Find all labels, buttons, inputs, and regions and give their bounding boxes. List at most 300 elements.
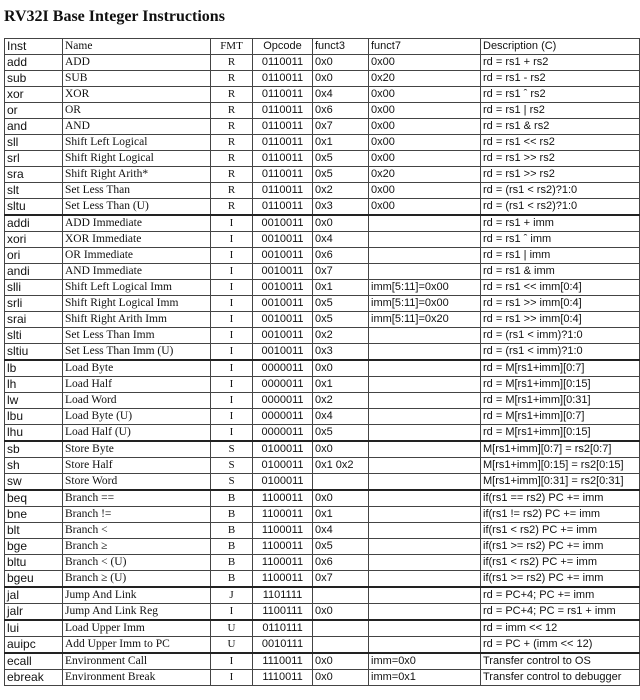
header-funct3: funct3 (313, 39, 369, 55)
cell-funct3: 0x6 (313, 103, 369, 119)
cell-funct3: 0x1 (313, 507, 369, 523)
cell-inst: andi (5, 264, 63, 280)
cell-opcode: 0110011 (253, 199, 313, 216)
cell-fmt: R (211, 71, 253, 87)
cell-description: rd = rs1 - rs2 (481, 71, 640, 87)
table-row (5, 344, 640, 361)
cell-description: rd = imm << 12 (481, 620, 640, 637)
table-row (5, 604, 640, 621)
cell-funct3: 0x2 (313, 328, 369, 344)
cell-opcode: 0010011 (253, 248, 313, 264)
cell-inst: beq (5, 490, 63, 507)
cell-funct3: 0x1 0x2 (313, 458, 369, 474)
cell-funct7 (369, 571, 481, 588)
cell-funct3: 0x5 (313, 425, 369, 442)
cell-name: Shift Right Logical Imm (63, 296, 211, 312)
cell-inst: blt (5, 523, 63, 539)
cell-opcode: 0010011 (253, 264, 313, 280)
header-name: Name (63, 39, 211, 55)
cell-opcode: 1100011 (253, 555, 313, 571)
table-row (5, 425, 640, 442)
cell-inst: sb (5, 441, 63, 458)
cell-description: rd = rs1 << imm[0:4] (481, 280, 640, 296)
cell-name: XOR Immediate (63, 232, 211, 248)
cell-funct3: 0x0 (313, 653, 369, 670)
cell-fmt: R (211, 151, 253, 167)
cell-funct7 (369, 604, 481, 621)
cell-opcode: 0110011 (253, 71, 313, 87)
cell-opcode: 0110011 (253, 119, 313, 135)
cell-funct3 (313, 587, 369, 604)
cell-fmt: U (211, 637, 253, 654)
cell-funct3: 0x3 (313, 199, 369, 216)
cell-description: M[rs1+imm][0:15] = rs2[0:15] (481, 458, 640, 474)
cell-funct3: 0x7 (313, 571, 369, 588)
cell-fmt: I (211, 344, 253, 361)
cell-fmt: R (211, 167, 253, 183)
cell-name: Environment Call (63, 653, 211, 670)
table-row (5, 507, 640, 523)
cell-name: Set Less Than (U) (63, 199, 211, 216)
cell-description: M[rs1+imm][0:7] = rs2[0:7] (481, 441, 640, 458)
cell-funct3: 0x4 (313, 87, 369, 103)
cell-name: Branch == (63, 490, 211, 507)
cell-name: Load Upper Imm (63, 620, 211, 637)
cell-funct7: 0x20 (369, 167, 481, 183)
cell-opcode: 0000011 (253, 425, 313, 442)
cell-name: Branch != (63, 507, 211, 523)
cell-opcode: 0010011 (253, 328, 313, 344)
table-row (5, 55, 640, 71)
cell-opcode: 0110011 (253, 103, 313, 119)
cell-opcode: 0110011 (253, 183, 313, 199)
cell-name: Jump And Link (63, 587, 211, 604)
table-row (5, 377, 640, 393)
cell-name: Load Half (U) (63, 425, 211, 442)
header-description: Description (C) (481, 39, 640, 55)
cell-inst: sra (5, 167, 63, 183)
cell-inst: ori (5, 248, 63, 264)
cell-funct3: 0x0 (313, 55, 369, 71)
cell-description: rd = rs1 ˆ imm (481, 232, 640, 248)
cell-opcode: 1100011 (253, 539, 313, 555)
cell-inst: bltu (5, 555, 63, 571)
cell-funct7: 0x00 (369, 119, 481, 135)
cell-fmt: I (211, 653, 253, 670)
cell-inst: add (5, 55, 63, 71)
cell-fmt: S (211, 441, 253, 458)
cell-opcode: 0000011 (253, 360, 313, 377)
cell-opcode: 0010011 (253, 312, 313, 328)
cell-opcode: 0100011 (253, 474, 313, 491)
header-inst: Inst (5, 39, 63, 55)
cell-opcode: 0000011 (253, 377, 313, 393)
cell-name: AND Immediate (63, 264, 211, 280)
cell-funct3: 0x7 (313, 264, 369, 280)
cell-inst: srl (5, 151, 63, 167)
cell-fmt: B (211, 539, 253, 555)
table-row (5, 183, 640, 199)
cell-name: AND (63, 119, 211, 135)
table-row (5, 523, 640, 539)
cell-opcode: 0110011 (253, 87, 313, 103)
cell-funct7 (369, 409, 481, 425)
cell-name: Store Byte (63, 441, 211, 458)
table-row (5, 653, 640, 670)
cell-opcode: 0100011 (253, 441, 313, 458)
cell-funct7 (369, 248, 481, 264)
cell-description: if(rs1 < rs2) PC += imm (481, 555, 640, 571)
cell-inst: and (5, 119, 63, 135)
cell-fmt: B (211, 490, 253, 507)
cell-funct7 (369, 328, 481, 344)
cell-inst: lui (5, 620, 63, 637)
cell-fmt: I (211, 296, 253, 312)
cell-description: rd = rs1 >> imm[0:4] (481, 312, 640, 328)
cell-fmt: I (211, 393, 253, 409)
cell-fmt: B (211, 523, 253, 539)
cell-fmt: I (211, 425, 253, 442)
cell-funct7: 0x00 (369, 183, 481, 199)
table-row (5, 312, 640, 328)
cell-funct7 (369, 474, 481, 491)
table-row (5, 539, 640, 555)
cell-fmt: R (211, 199, 253, 216)
cell-inst: lb (5, 360, 63, 377)
cell-funct7 (369, 264, 481, 280)
cell-opcode: 0010011 (253, 215, 313, 232)
cell-description: rd = (rs1 < rs2)?1:0 (481, 199, 640, 216)
table-row (5, 215, 640, 232)
cell-opcode: 0010011 (253, 296, 313, 312)
cell-fmt: R (211, 55, 253, 71)
cell-description: rd = PC + (imm << 12) (481, 637, 640, 654)
cell-fmt: I (211, 264, 253, 280)
cell-opcode: 1100011 (253, 571, 313, 588)
cell-inst: bne (5, 507, 63, 523)
cell-name: Branch ≥ (U) (63, 571, 211, 588)
cell-funct3: 0x0 (313, 670, 369, 686)
cell-name: Load Word (63, 393, 211, 409)
cell-name: ADD (63, 55, 211, 71)
cell-name: XOR (63, 87, 211, 103)
cell-opcode: 0110011 (253, 167, 313, 183)
cell-description: rd = rs1 + imm (481, 215, 640, 232)
cell-description: rd = M[rs1+imm][0:7] (481, 409, 640, 425)
cell-description: if(rs1 < rs2) PC += imm (481, 523, 640, 539)
cell-description: rd = rs1 & rs2 (481, 119, 640, 135)
cell-funct3: 0x0 (313, 490, 369, 507)
cell-name: OR (63, 103, 211, 119)
cell-name: Jump And Link Reg (63, 604, 211, 621)
cell-description: if(rs1 >= rs2) PC += imm (481, 571, 640, 588)
cell-fmt: J (211, 587, 253, 604)
cell-name: Branch < (63, 523, 211, 539)
table-row (5, 167, 640, 183)
cell-description: rd = rs1 >> imm[0:4] (481, 296, 640, 312)
cell-fmt: I (211, 312, 253, 328)
cell-fmt: I (211, 670, 253, 686)
cell-inst: bge (5, 539, 63, 555)
cell-inst: lh (5, 377, 63, 393)
cell-funct7: 0x00 (369, 103, 481, 119)
table-row (5, 409, 640, 425)
cell-name: OR Immediate (63, 248, 211, 264)
cell-funct3: 0x4 (313, 232, 369, 248)
table-row (5, 393, 640, 409)
cell-opcode: 1100011 (253, 490, 313, 507)
cell-fmt: I (211, 232, 253, 248)
cell-funct7 (369, 555, 481, 571)
cell-opcode: 0110011 (253, 135, 313, 151)
cell-description: rd = M[rs1+imm][0:7] (481, 360, 640, 377)
cell-funct3: 0x5 (313, 296, 369, 312)
cell-funct7 (369, 344, 481, 361)
cell-funct3: 0x5 (313, 167, 369, 183)
table-row (5, 620, 640, 637)
cell-fmt: R (211, 119, 253, 135)
cell-fmt: R (211, 135, 253, 151)
cell-fmt: S (211, 474, 253, 491)
cell-funct7 (369, 441, 481, 458)
cell-inst: bgeu (5, 571, 63, 588)
cell-funct7: imm[5:11]=0x00 (369, 280, 481, 296)
cell-funct3: 0x5 (313, 151, 369, 167)
cell-fmt: B (211, 507, 253, 523)
table-row (5, 458, 640, 474)
cell-description: rd = M[rs1+imm][0:31] (481, 393, 640, 409)
cell-inst: auipc (5, 637, 63, 654)
cell-description: rd = rs1 | rs2 (481, 103, 640, 119)
cell-name: Shift Left Logical Imm (63, 280, 211, 296)
table-row (5, 151, 640, 167)
cell-inst: lhu (5, 425, 63, 442)
cell-description: rd = PC+4; PC = rs1 + imm (481, 604, 640, 621)
cell-fmt: I (211, 604, 253, 621)
cell-description: rd = (rs1 < imm)?1:0 (481, 328, 640, 344)
cell-funct3: 0x3 (313, 344, 369, 361)
cell-name: Branch < (U) (63, 555, 211, 571)
table-row (5, 103, 640, 119)
cell-funct3: 0x6 (313, 248, 369, 264)
cell-fmt: U (211, 620, 253, 637)
cell-inst: srai (5, 312, 63, 328)
cell-funct3: 0x0 (313, 604, 369, 621)
cell-fmt: R (211, 87, 253, 103)
cell-description: if(rs1 != rs2) PC += imm (481, 507, 640, 523)
cell-name: SUB (63, 71, 211, 87)
header-fmt: FMT (211, 39, 253, 55)
cell-funct7 (369, 637, 481, 654)
cell-inst: lw (5, 393, 63, 409)
cell-description: rd = PC+4; PC += imm (481, 587, 640, 604)
cell-funct3: 0x1 (313, 135, 369, 151)
cell-inst: slli (5, 280, 63, 296)
cell-funct7: 0x00 (369, 87, 481, 103)
cell-funct3: 0x1 (313, 377, 369, 393)
table-row (5, 264, 640, 280)
cell-description: M[rs1+imm][0:31] = rs2[0:31] (481, 474, 640, 491)
cell-description: rd = rs1 >> rs2 (481, 151, 640, 167)
cell-description: rd = M[rs1+imm][0:15] (481, 377, 640, 393)
cell-funct3: 0x2 (313, 183, 369, 199)
cell-funct7 (369, 393, 481, 409)
cell-description: rd = (rs1 < imm)?1:0 (481, 344, 640, 361)
page-title: RV32I Base Integer Instructions (4, 8, 225, 25)
table-header-row (5, 39, 640, 55)
cell-funct7: imm[5:11]=0x00 (369, 296, 481, 312)
cell-fmt: I (211, 248, 253, 264)
cell-description: rd = rs1 ˆ rs2 (481, 87, 640, 103)
header-opcode: Opcode (253, 39, 313, 55)
cell-name: Load Byte (63, 360, 211, 377)
cell-description: rd = M[rs1+imm][0:15] (481, 425, 640, 442)
table-row (5, 587, 640, 604)
cell-funct3: 0x2 (313, 393, 369, 409)
cell-inst: xori (5, 232, 63, 248)
cell-fmt: R (211, 183, 253, 199)
cell-inst: xor (5, 87, 63, 103)
cell-funct7 (369, 458, 481, 474)
cell-inst: sw (5, 474, 63, 491)
cell-funct7: 0x00 (369, 55, 481, 71)
cell-inst: sub (5, 71, 63, 87)
cell-opcode: 0110111 (253, 620, 313, 637)
cell-inst: sltu (5, 199, 63, 216)
cell-inst: sltiu (5, 344, 63, 361)
cell-opcode: 0000011 (253, 393, 313, 409)
cell-funct7 (369, 215, 481, 232)
cell-funct3 (313, 637, 369, 654)
cell-funct7: imm[5:11]=0x20 (369, 312, 481, 328)
cell-opcode: 0010111 (253, 637, 313, 654)
cell-inst: slt (5, 183, 63, 199)
cell-funct7: 0x20 (369, 71, 481, 87)
cell-funct7: imm=0x1 (369, 670, 481, 686)
cell-name: Shift Right Arith* (63, 167, 211, 183)
cell-fmt: I (211, 377, 253, 393)
cell-fmt: B (211, 555, 253, 571)
cell-description: if(rs1 >= rs2) PC += imm (481, 539, 640, 555)
table-row (5, 280, 640, 296)
cell-name: Add Upper Imm to PC (63, 637, 211, 654)
cell-name: Branch ≥ (63, 539, 211, 555)
cell-name: Store Half (63, 458, 211, 474)
cell-name: ADD Immediate (63, 215, 211, 232)
table-row (5, 441, 640, 458)
cell-fmt: I (211, 328, 253, 344)
cell-funct3: 0x0 (313, 360, 369, 377)
cell-inst: ebreak (5, 670, 63, 686)
cell-funct3: 0x6 (313, 555, 369, 571)
cell-funct3: 0x0 (313, 441, 369, 458)
table-row (5, 248, 640, 264)
cell-funct7 (369, 360, 481, 377)
table-row (5, 232, 640, 248)
cell-description: rd = rs1 | imm (481, 248, 640, 264)
cell-funct3: 0x5 (313, 312, 369, 328)
cell-funct7 (369, 523, 481, 539)
cell-fmt: R (211, 103, 253, 119)
table-row (5, 87, 640, 103)
cell-funct7: 0x00 (369, 199, 481, 216)
cell-fmt: I (211, 360, 253, 377)
cell-inst: sll (5, 135, 63, 151)
cell-opcode: 1101111 (253, 587, 313, 604)
cell-funct3: 0x5 (313, 539, 369, 555)
cell-opcode: 1100011 (253, 523, 313, 539)
cell-description: rd = rs1 << rs2 (481, 135, 640, 151)
cell-name: Store Word (63, 474, 211, 491)
cell-funct7 (369, 507, 481, 523)
cell-opcode: 0110011 (253, 151, 313, 167)
cell-name: Shift Right Arith Imm (63, 312, 211, 328)
cell-inst: jal (5, 587, 63, 604)
cell-funct3: 0x7 (313, 119, 369, 135)
header-funct7: funct7 (369, 39, 481, 55)
cell-name: Shift Right Logical (63, 151, 211, 167)
cell-name: Shift Left Logical (63, 135, 211, 151)
cell-funct7 (369, 539, 481, 555)
table-row (5, 360, 640, 377)
cell-description: rd = rs1 + rs2 (481, 55, 640, 71)
cell-opcode: 0110011 (253, 55, 313, 71)
cell-name: Load Half (63, 377, 211, 393)
cell-name: Environment Break (63, 670, 211, 686)
cell-description: Transfer control to OS (481, 653, 640, 670)
cell-name: Set Less Than Imm (U) (63, 344, 211, 361)
cell-opcode: 0100011 (253, 458, 313, 474)
cell-funct3: 0x4 (313, 409, 369, 425)
table-row (5, 490, 640, 507)
table-row (5, 119, 640, 135)
cell-funct3 (313, 474, 369, 491)
cell-inst: srli (5, 296, 63, 312)
cell-funct7 (369, 377, 481, 393)
table-row (5, 328, 640, 344)
cell-funct7: 0x00 (369, 151, 481, 167)
table-row (5, 474, 640, 491)
table-row (5, 296, 640, 312)
table-row (5, 670, 640, 686)
cell-opcode: 1110011 (253, 653, 313, 670)
cell-opcode: 0010011 (253, 344, 313, 361)
cell-inst: slti (5, 328, 63, 344)
cell-inst: addi (5, 215, 63, 232)
cell-fmt: B (211, 571, 253, 588)
cell-funct7 (369, 587, 481, 604)
cell-funct7 (369, 620, 481, 637)
table-row (5, 571, 640, 588)
cell-funct7 (369, 232, 481, 248)
cell-opcode: 1100011 (253, 507, 313, 523)
cell-inst: or (5, 103, 63, 119)
cell-funct3: 0x1 (313, 280, 369, 296)
cell-opcode: 0010011 (253, 280, 313, 296)
cell-name: Load Byte (U) (63, 409, 211, 425)
cell-funct7: imm=0x0 (369, 653, 481, 670)
cell-inst: jalr (5, 604, 63, 621)
cell-inst: lbu (5, 409, 63, 425)
cell-description: rd = rs1 & imm (481, 264, 640, 280)
cell-funct7 (369, 425, 481, 442)
cell-funct3 (313, 620, 369, 637)
table-row (5, 555, 640, 571)
cell-description: Transfer control to debugger (481, 670, 640, 686)
cell-opcode: 1110011 (253, 670, 313, 686)
cell-fmt: S (211, 458, 253, 474)
cell-opcode: 0010011 (253, 232, 313, 248)
